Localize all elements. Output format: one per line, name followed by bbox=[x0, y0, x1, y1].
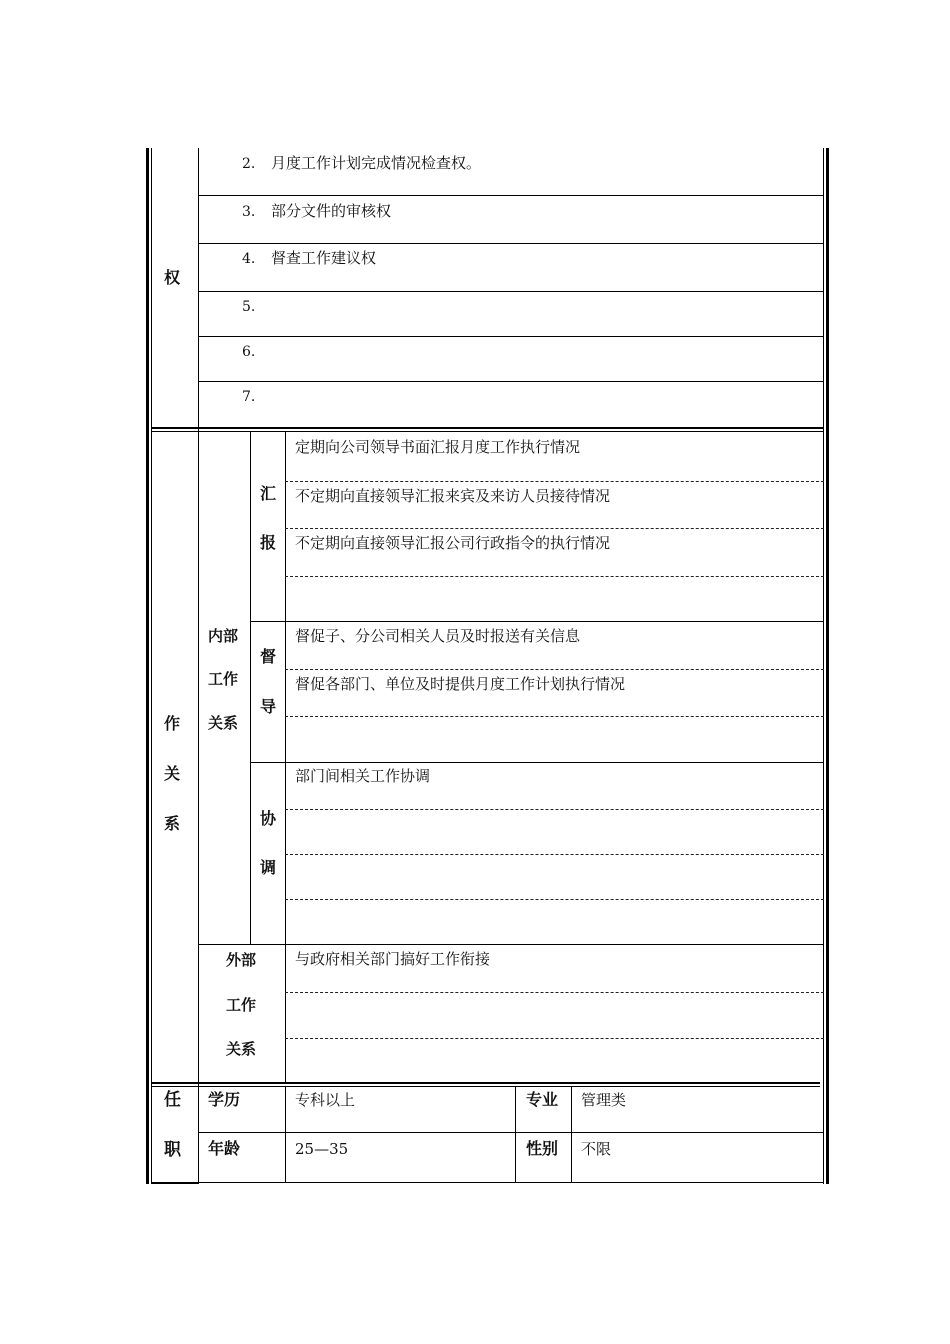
subsection-border bbox=[250, 762, 824, 763]
section-divider bbox=[152, 1082, 820, 1084]
education-label: 学历 bbox=[208, 1090, 241, 1109]
qual-row-line bbox=[198, 1132, 824, 1133]
coordinate-label-char: 协 bbox=[260, 809, 277, 828]
dashed-row-line bbox=[285, 1038, 824, 1039]
rights-item-number: 3. bbox=[242, 204, 256, 220]
internal-label-line: 工作 bbox=[208, 670, 239, 688]
age-label: 年龄 bbox=[208, 1139, 241, 1158]
supervise-item: 督促各部门、单位及时提供月度工作计划执行情况 bbox=[295, 675, 626, 693]
relations-label-char: 关 bbox=[164, 764, 181, 783]
education-value: 专科以上 bbox=[295, 1091, 356, 1109]
dashed-row-line bbox=[285, 716, 824, 717]
coordinate-item: 部门间相关工作协调 bbox=[295, 767, 431, 785]
report-label-char: 汇 bbox=[260, 484, 277, 503]
dashed-row-line bbox=[285, 576, 824, 577]
qual-label-char: 任 bbox=[164, 1090, 181, 1110]
rights-row-line bbox=[198, 336, 824, 337]
qual-col-line bbox=[285, 1087, 286, 1183]
outer-left-border bbox=[146, 148, 149, 1184]
rights-section-label: 权 bbox=[164, 268, 181, 287]
external-label-line: 工作 bbox=[226, 996, 257, 1014]
dashed-row-line bbox=[285, 992, 824, 993]
qual-label-char: 职 bbox=[164, 1140, 181, 1160]
gender-label: 性别 bbox=[526, 1139, 559, 1158]
outer-right-border bbox=[823, 148, 824, 1184]
coordinate-label-char: 调 bbox=[260, 858, 277, 877]
external-label-line: 关系 bbox=[226, 1040, 257, 1058]
rights-row-line bbox=[198, 195, 824, 196]
internal-label-line: 关系 bbox=[208, 714, 239, 732]
internal-label-line: 内部 bbox=[208, 627, 239, 645]
supervise-label-char: 导 bbox=[260, 697, 277, 716]
subsection-border bbox=[198, 944, 824, 945]
dashed-row-line bbox=[285, 481, 824, 482]
section-divider bbox=[152, 427, 824, 429]
rights-row-line bbox=[198, 291, 824, 292]
supervise-item: 督促子、分公司相关人员及时报送有关信息 bbox=[295, 627, 581, 645]
report-label-char: 报 bbox=[260, 533, 277, 552]
rights-item-number: 7. bbox=[242, 389, 256, 405]
report-item: 不定期向直接领导汇报来宾及来访人员接待情况 bbox=[295, 487, 611, 505]
rights-row-line bbox=[198, 381, 824, 382]
section-divider bbox=[152, 1086, 820, 1087]
dashed-row-line bbox=[285, 528, 824, 529]
qual-col-line bbox=[571, 1087, 572, 1183]
section-divider bbox=[152, 431, 824, 432]
rights-item-text: 月度工作计划完成情况检查权。 bbox=[271, 154, 482, 172]
supervise-label-char: 督 bbox=[260, 647, 277, 666]
qual-bottom-line bbox=[198, 1182, 824, 1183]
internal-label-border bbox=[250, 432, 251, 944]
external-item: 与政府相关部门搞好工作衔接 bbox=[295, 950, 491, 968]
label-column-border bbox=[198, 148, 199, 1184]
major-value: 管理类 bbox=[581, 1091, 627, 1109]
report-item: 不定期向直接领导汇报公司行政指令的执行情况 bbox=[295, 534, 611, 552]
rights-item-text: 部分文件的审核权 bbox=[271, 202, 392, 220]
relations-label-char: 作 bbox=[164, 714, 181, 733]
rights-row-line bbox=[198, 243, 824, 244]
subcategory-label-border bbox=[285, 432, 286, 1084]
major-label: 专业 bbox=[526, 1090, 559, 1109]
dashed-row-line bbox=[285, 669, 824, 670]
rights-item-number: 4. bbox=[242, 251, 256, 267]
outer-right-border-outer bbox=[826, 148, 829, 1184]
rights-item-number: 5. bbox=[242, 299, 256, 315]
subsection-border bbox=[250, 621, 824, 622]
gender-value: 不限 bbox=[581, 1140, 612, 1158]
report-item: 定期向公司领导书面汇报月度工作执行情况 bbox=[295, 438, 581, 456]
dashed-row-line bbox=[285, 899, 824, 900]
rights-item-text: 督查工作建议权 bbox=[271, 249, 377, 267]
age-value: 25—35 bbox=[295, 1140, 349, 1158]
rights-item-number: 2. bbox=[242, 156, 256, 172]
rights-item-number: 6. bbox=[242, 344, 256, 360]
relations-label-char: 系 bbox=[164, 814, 181, 833]
outer-left-border-inner bbox=[151, 148, 152, 1184]
qual-bottom-line-left bbox=[152, 1182, 198, 1184]
dashed-row-line bbox=[285, 854, 824, 855]
dashed-row-line bbox=[285, 809, 824, 810]
external-label-line: 外部 bbox=[226, 951, 257, 969]
qual-col-line bbox=[515, 1087, 516, 1183]
